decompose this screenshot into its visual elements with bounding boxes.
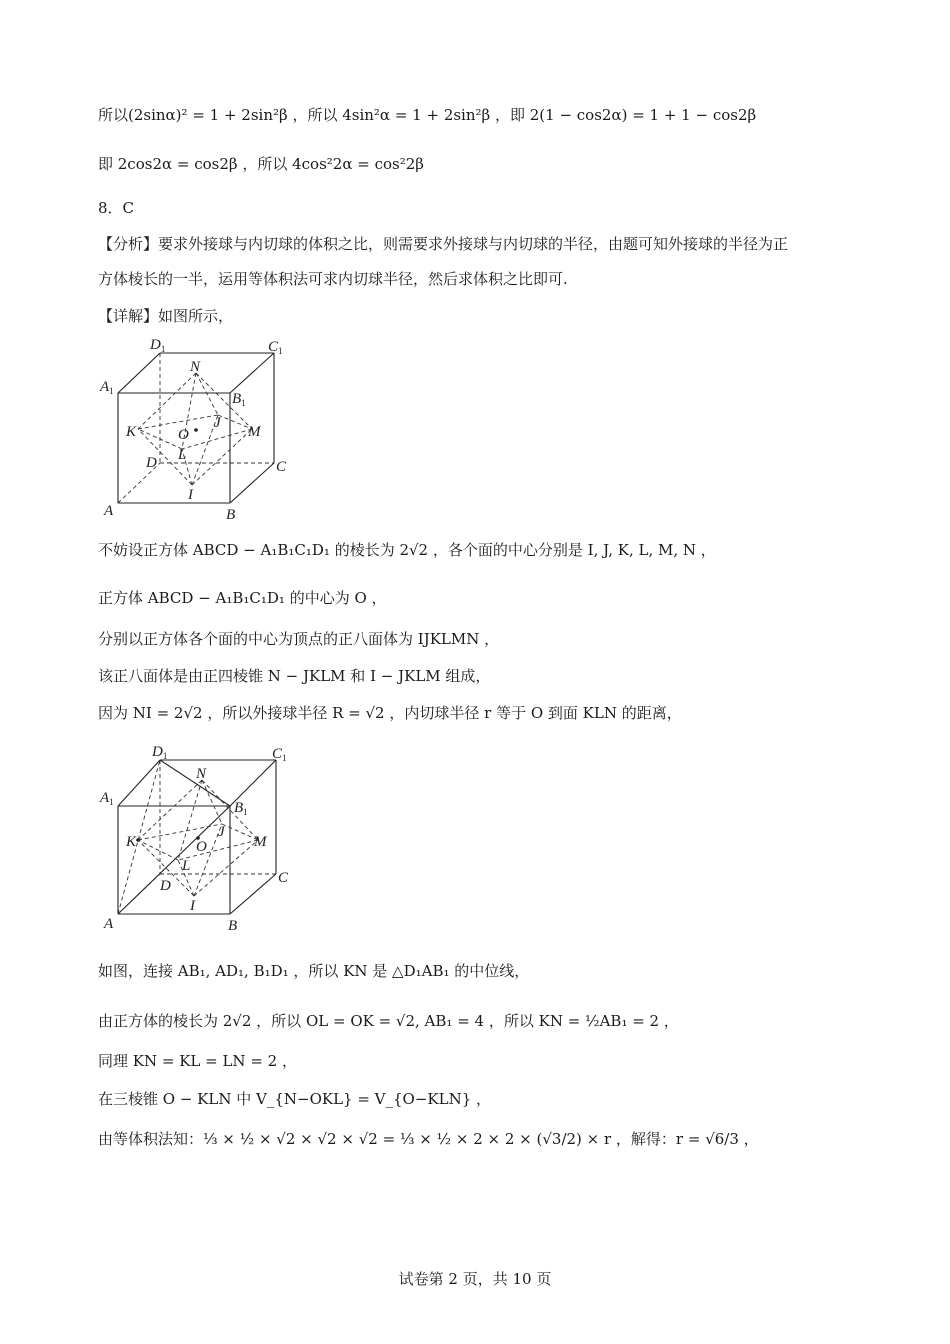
label-D1: $D_1$ xyxy=(152,744,168,761)
label-B1: $B_1$ xyxy=(234,800,248,817)
line-tetrahedron: 在三棱锥 O − KLN 中 V_{N−OKL} = V_{O−KLN} ， xyxy=(98,1090,492,1108)
label-A1: $A_1$ xyxy=(100,790,114,807)
cube-figure-2 xyxy=(98,738,313,938)
label-A: A xyxy=(104,916,114,932)
label-O: O xyxy=(196,839,207,855)
label-N: N xyxy=(190,359,201,375)
label-C: C xyxy=(278,870,289,886)
line-cube-center: 正方体 ABCD − A₁B₁C₁D₁ 的中心为 O ， xyxy=(98,589,387,607)
label-L: L xyxy=(178,447,187,463)
analysis-line-1: 【分析】要求外接球与内切球的体积之比，则需要求外接球与内切球的半径，由题可知外接球的半径为正 xyxy=(98,235,789,253)
line-equal-volume: 由等体积法知：⅓ × ½ × √2 × √2 × √2 = ⅓ × ½ × 2 × 2 × (√3/2) × r ，解得：r = √6/3 ， xyxy=(98,1130,759,1148)
label-D1: $D_1$ xyxy=(150,337,166,354)
label-A: A xyxy=(104,503,114,519)
line-similarly: 同理 KN = KL = LN = 2 ， xyxy=(98,1052,297,1070)
line-cube-setup: 不妨设正方体 ABCD − A₁B₁C₁D₁ 的棱长为 2√2 ，各个面的中心分别是 I, J, K, L, M, N ， xyxy=(98,541,716,559)
label-B1: $B_1$ xyxy=(232,391,246,408)
line-pyramids: 该正八面体是由正四棱锥 N − JKLM 和 I − JKLM 组成， xyxy=(98,667,491,685)
label-C: C xyxy=(276,459,287,475)
label-C1: $C_1$ xyxy=(268,339,283,356)
label-N: N xyxy=(196,766,207,782)
line-1: 所以(2sinα)² = 1 + 2sin²β ，所以 4sin²α = 1 + 2sin²β ，即 2(1 − cos2α) = 1 + 1 − cos2β xyxy=(98,106,757,124)
label-I: I xyxy=(188,487,193,503)
label-D: D xyxy=(160,878,171,894)
label-O: O xyxy=(178,427,189,443)
question-number: 8．C xyxy=(98,199,135,217)
line-edge-length: 由正方体的棱长为 2√2 ，所以 OL = OK = √2, AB₁ = 4 ，所以 KN = ½AB₁ = 2 ， xyxy=(98,1012,679,1030)
label-K: K xyxy=(126,424,137,440)
label-I: I xyxy=(190,898,195,914)
label-J: J xyxy=(218,824,225,840)
label-C1: $C_1$ xyxy=(272,746,287,763)
label-B: B xyxy=(228,918,238,934)
detail-heading: 【详解】如图所示， xyxy=(98,307,234,325)
label-J: J xyxy=(214,415,221,431)
label-K: K xyxy=(126,834,137,850)
line-connect: 如图，连接 AB₁, AD₁, B₁D₁ ，所以 KN 是 △D₁AB₁ 的中位线， xyxy=(98,962,530,980)
label-A1: $A_1$ xyxy=(100,379,114,396)
label-D: D xyxy=(146,455,157,471)
analysis-line-2: 方体棱长的一半，运用等体积法可求内切球半径，然后求体积之比即可. xyxy=(98,270,568,288)
line-2: 即 2cos2α = cos2β ，所以 4cos²2α = cos²2β xyxy=(98,155,424,173)
page-footer: 试卷第 2 页，共 10 页 xyxy=(398,1270,552,1288)
line-octahedron: 分别以正方体各个面的中心为顶点的正八面体为 IJKLMN ， xyxy=(98,630,500,648)
label-L: L xyxy=(182,858,191,874)
label-B: B xyxy=(226,507,236,523)
label-M: M xyxy=(254,834,267,850)
line-radii: 因为 NI = 2√2 ，所以外接球半径 R = √2 ，内切球半径 r 等于 O 到面 KLN 的距离， xyxy=(98,704,682,722)
label-M: M xyxy=(248,424,261,440)
cube-figure-1 xyxy=(98,335,298,525)
